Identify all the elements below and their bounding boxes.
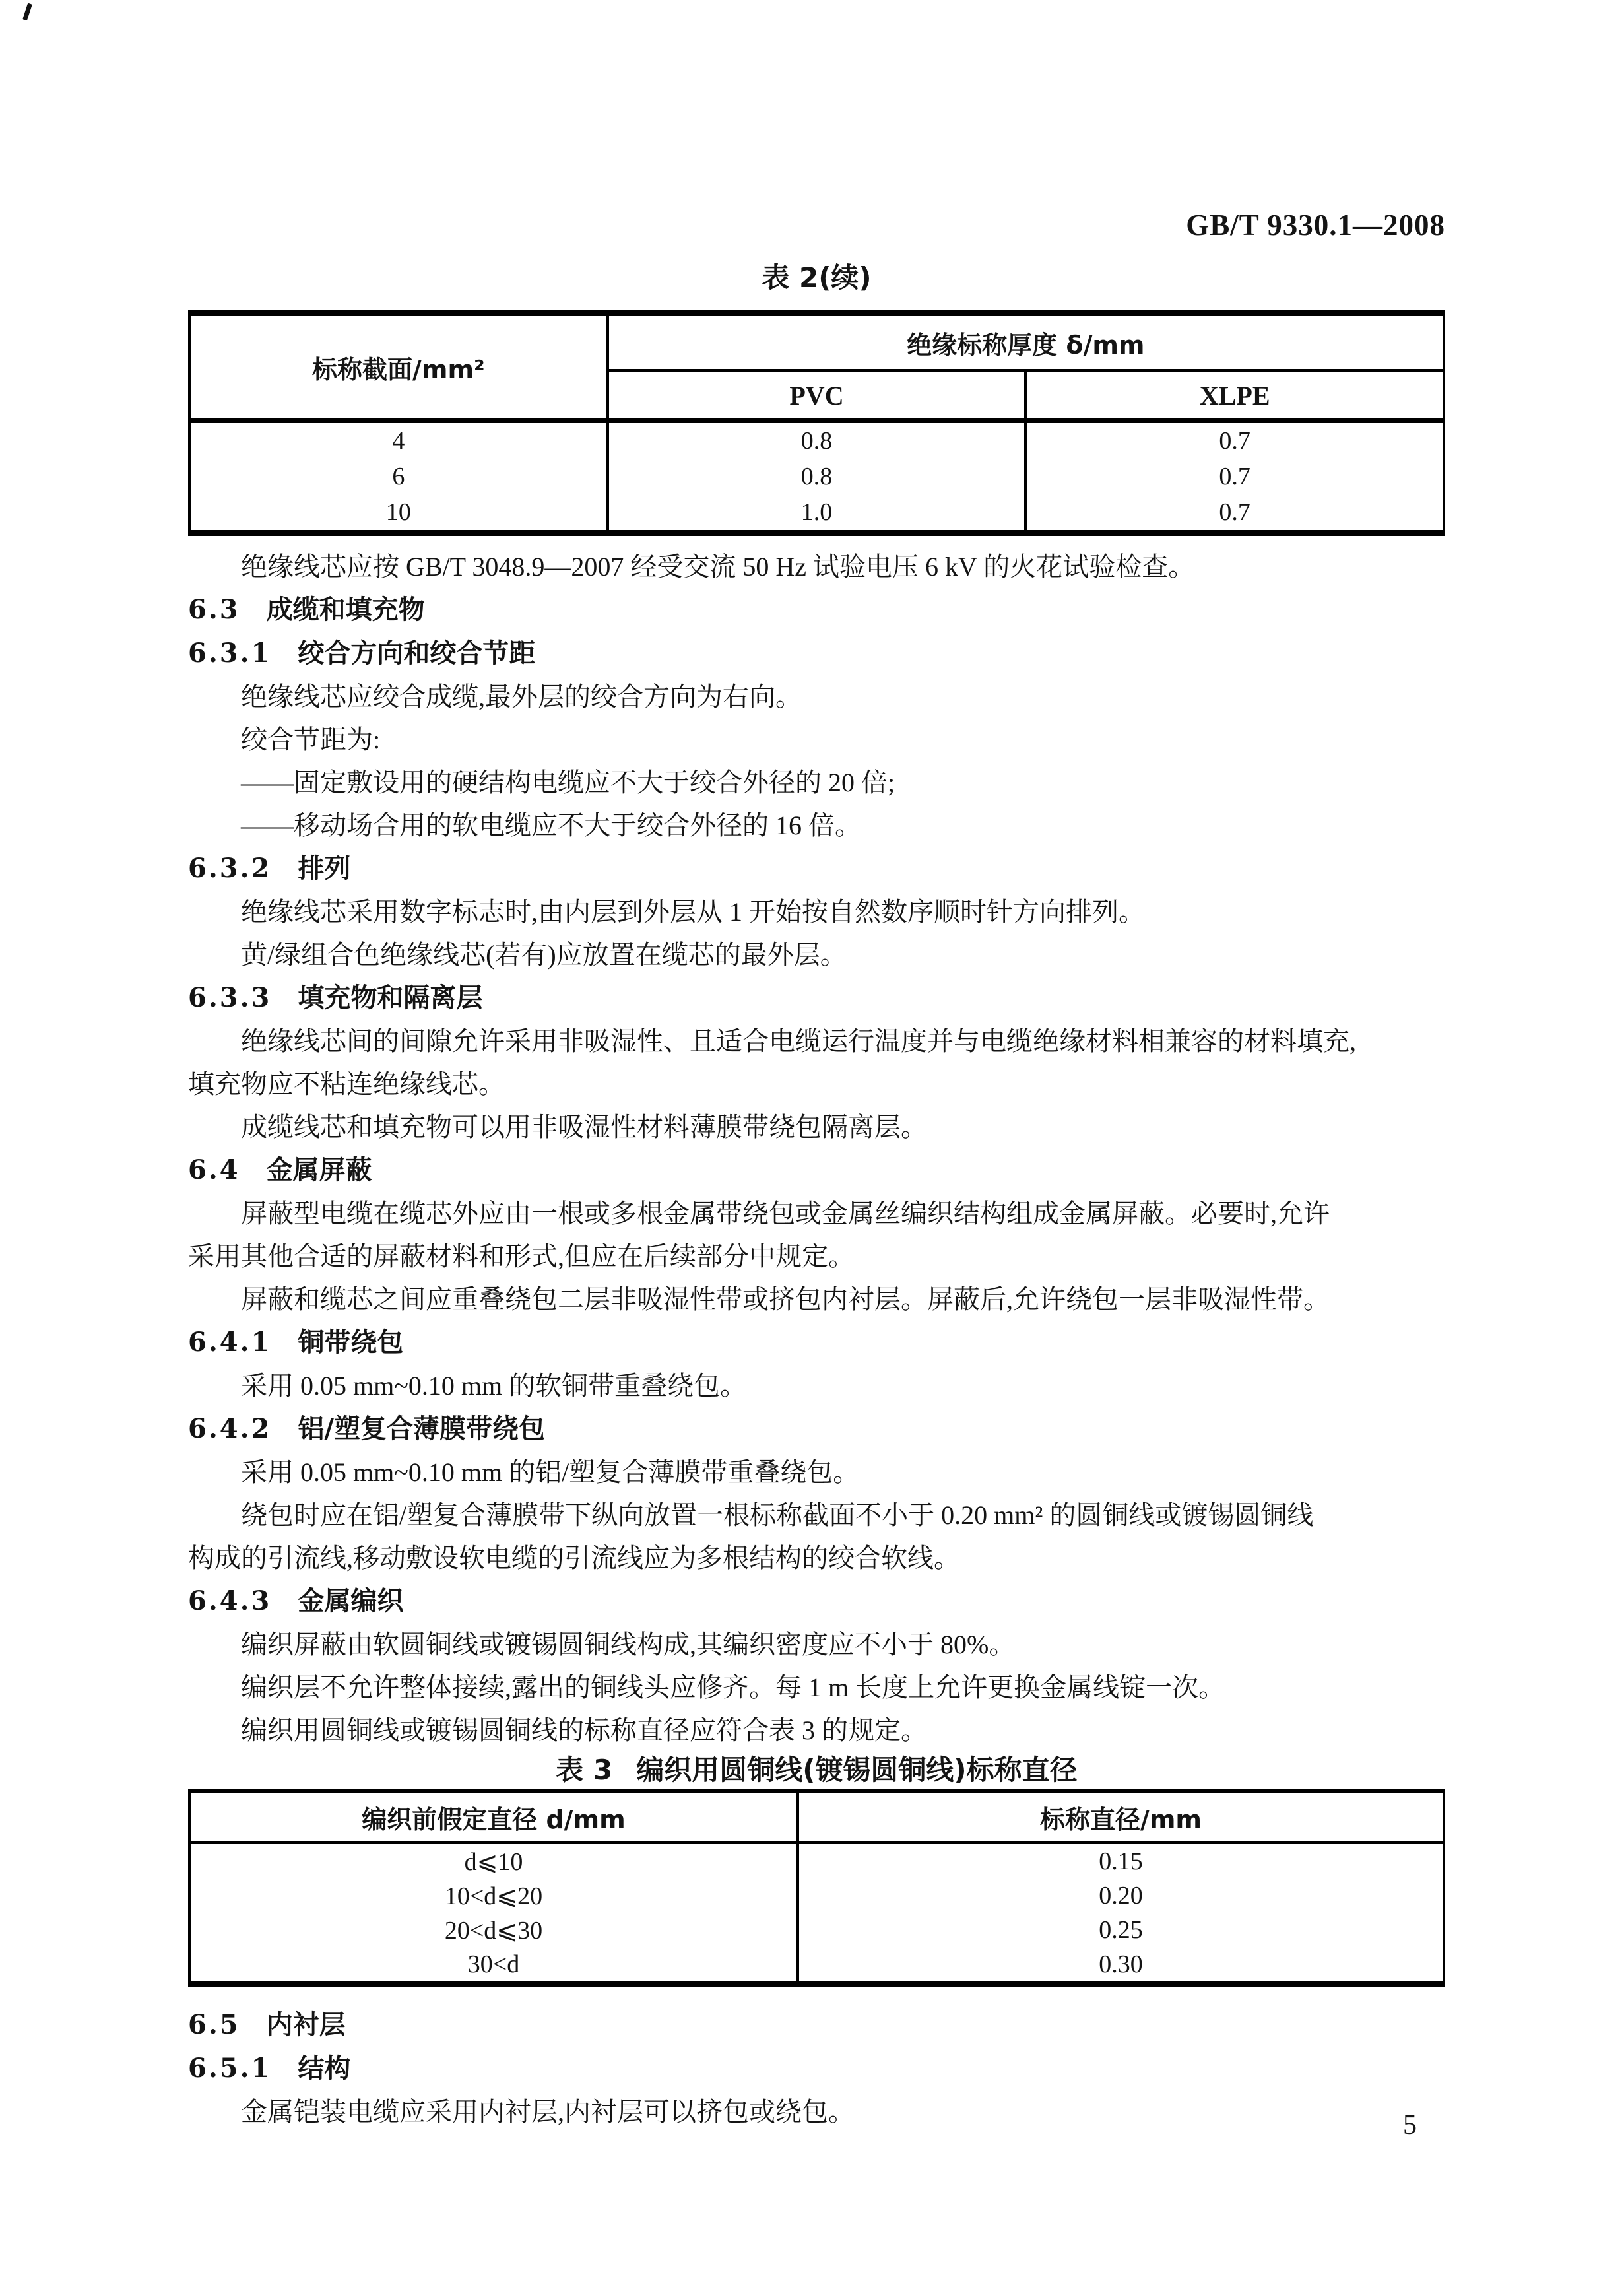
section-title: 内衬层 <box>266 2010 346 2040</box>
table3-header-row <box>189 1791 1444 1843</box>
table2-cell-section: 4 <box>189 421 608 459</box>
section-title: 铜带绕包 <box>298 1327 404 1358</box>
section-heading-6-4-2 <box>188 1407 1445 1451</box>
table3-row <box>189 1947 1444 1985</box>
section-heading-6-5 <box>188 2003 1445 2047</box>
section-heading-6-5-1 <box>188 2047 1445 2090</box>
table2-header-pvc: PVC <box>608 371 1026 421</box>
paragraph-yellow-green: 黄/绿组合色绝缘线芯(若有)应放置在缆芯的最外层。 <box>241 940 847 970</box>
table2-cell-section: 6 <box>189 459 608 494</box>
section-number: 6.5.1 <box>188 2053 272 2084</box>
paragraph-lay-direction: 绝缘线芯应绞合成缆,最外层的绞合方向为右向。 <box>241 682 802 712</box>
table2-cell-xlpe: 0.7 <box>1219 463 1250 490</box>
table3-cell-range: 10<d⩽20 <box>189 1878 798 1913</box>
paragraph-inner-sheath: 金属铠装电缆应采用内衬层,内衬层可以挤包或绕包。 <box>241 2097 855 2127</box>
table3-cell-diameter: 0.20 <box>1099 1882 1143 1909</box>
table2-cell-xlpe: 0.7 <box>1025 421 1444 459</box>
section-heading-6-3-3 <box>188 976 1445 1020</box>
section-heading-6-3 <box>188 588 1445 632</box>
table2-cell-xlpe: 0.7 <box>1219 498 1250 526</box>
section-number: 6.4 <box>188 1154 240 1185</box>
section-number: 6.5 <box>188 2009 240 2040</box>
table2-row <box>189 421 1444 459</box>
paragraph-shield-line2: 采用其他合适的屏蔽材料和形式,但应在后续部分中规定。 <box>188 1242 855 1271</box>
scan-artifact-mark <box>22 3 32 21</box>
section-number: 6.3.2 <box>188 853 272 884</box>
table3-row <box>189 1878 1444 1913</box>
table2 <box>188 310 1445 536</box>
table2-header-nominal-section: 标称截面/mm² <box>189 314 608 421</box>
paragraph-filler-line1: 绝缘线芯间的间隙允许采用非吸湿性、且适合电缆运行温度并与电缆绝缘材料相兼容的材料填充, <box>241 1026 1356 1056</box>
section-title: 绞合方向和绞合节距 <box>298 638 536 669</box>
table3 <box>188 1789 1445 1987</box>
table2-row <box>189 494 1444 533</box>
section-title: 排列 <box>298 853 351 884</box>
table3-cell-diameter: 0.25 <box>1099 1916 1143 1944</box>
table3-cell-diameter: 0.15 <box>798 1843 1444 1879</box>
table3-title-text: 编织用圆铜线(镀锡圆铜线)标称直径 <box>636 1754 1078 1786</box>
standard-number: GB/T 9330.1—2008 <box>1186 209 1445 242</box>
list-item-fixed-installation: ——固定敷设用的硬结构电缆应不大于绞合外径的 20 倍; <box>241 768 895 797</box>
page-content <box>188 0 1445 2133</box>
list-item-mobile-installation: ——移动场合用的软电缆应不大于绞合外径的 16 倍。 <box>241 811 861 840</box>
paragraph-braid-diameter: 编织用圆铜线或镀锡圆铜线的标称直径应符合表 3 的规定。 <box>241 1715 927 1745</box>
table2-row <box>189 459 1444 494</box>
table3-title-label: 表 3 <box>556 1754 613 1786</box>
page-number: 5 <box>1403 2110 1417 2140</box>
table3-cell-diameter: 0.30 <box>1099 1950 1143 1978</box>
section-title: 填充物和隔离层 <box>298 983 483 1013</box>
section-number: 6.3 <box>188 594 240 625</box>
paragraph-copper-tape: 采用 0.05 mm~0.10 mm 的软铜带重叠绕包。 <box>241 1371 747 1401</box>
section-heading-6-4-3 <box>188 1579 1445 1623</box>
paragraph-drain-wire-line2: 构成的引流线,移动敷设软电缆的引流线应为多根结构的绞合软线。 <box>188 1543 960 1573</box>
section-heading-6-3-1 <box>188 632 1445 675</box>
table3-cell-range: d⩽10 <box>189 1843 798 1879</box>
table2-cell-pvc: 1.0 <box>608 494 1026 533</box>
table2-header-insulation-thickness: 绝缘标称厚度 δ/mm <box>608 314 1444 371</box>
table2-cell-section: 10 <box>189 494 608 533</box>
section-number: 6.4.1 <box>188 1327 272 1358</box>
table2-header-row-1 <box>189 314 1444 371</box>
page-header <box>188 210 1445 240</box>
section-heading-6-4 <box>188 1148 1445 1192</box>
table2-cell-pvc: 0.8 <box>608 459 1026 494</box>
table3-cell-range: 30<d <box>189 1947 798 1985</box>
section-number: 6.4.2 <box>188 1413 272 1444</box>
section-title: 金属编织 <box>298 1586 404 1616</box>
paragraph-shield-wrap: 屏蔽和缆芯之间应重叠绕包二层非吸湿性带或挤包内衬层。屏蔽后,允许绕包一层非吸湿性带。 <box>241 1284 1330 1314</box>
section-number: 6.4.3 <box>188 1585 272 1616</box>
paragraph-shield-line1: 屏蔽型电缆在缆芯外应由一根或多根金属带绕包或金属丝编织结构组成金属屏蔽。必要时,允许 <box>241 1199 1330 1228</box>
section-title: 金属屏蔽 <box>266 1155 372 1185</box>
table3-cell-range: 20<d⩽30 <box>189 1913 798 1947</box>
table3-title <box>188 1752 1445 1789</box>
paragraph-separator-layer: 成缆线芯和填充物可以用非吸湿性材料薄膜带绕包隔离层。 <box>241 1112 927 1142</box>
table2-header-xlpe: XLPE <box>1199 380 1270 411</box>
section-number: 6.3.3 <box>188 982 272 1013</box>
section-heading-6-4-1 <box>188 1321 1445 1364</box>
table2-cell-pvc: 0.8 <box>608 421 1026 459</box>
section-heading-6-3-2 <box>188 847 1445 890</box>
paragraph-braid-joint: 编织层不允许整体接续,露出的铜线头应修齐。每 1 m 长度上允许更换金属线锭一次。 <box>241 1673 1225 1702</box>
paragraph-lay-pitch-intro: 绞合节距为: <box>241 725 381 754</box>
table3-row <box>189 1913 1444 1947</box>
section-title: 结构 <box>298 2053 351 2084</box>
section-title: 铝/塑复合薄膜带绕包 <box>298 1414 545 1444</box>
paragraph-drain-wire-line1: 绕包时应在铝/塑复合薄膜带下纵向放置一根标称截面不小于 0.20 mm² 的圆铜线或镀锡圆铜线 <box>241 1500 1314 1530</box>
paragraph-filler-line2: 填充物应不粘连绝缘线芯。 <box>188 1069 505 1099</box>
table3-header-assumed-diameter: 编织前假定直径 d/mm <box>189 1791 798 1843</box>
table3-header-nominal-diameter: 标称直径/mm <box>1039 1805 1202 1834</box>
table2-title: 表 2(续) <box>762 261 872 294</box>
paragraph-al-tape: 采用 0.05 mm~0.10 mm 的铝/塑复合薄膜带重叠绕包。 <box>241 1457 860 1487</box>
paragraph-numbering: 绝缘线芯采用数字标志时,由内层到外层从 1 开始按自然数序顺时针方向排列。 <box>241 897 1145 927</box>
table3-row <box>189 1843 1444 1879</box>
section-number: 6.3.1 <box>188 638 272 669</box>
section-title: 成缆和填充物 <box>266 595 425 625</box>
paragraph-braid-density: 编织屏蔽由软圆铜线或镀锡圆铜线构成,其编织密度应不小于 80%。 <box>241 1630 1016 1659</box>
paragraph-spark-test: 绝缘线芯应按 GB/T 3048.9—2007 经受交流 50 Hz 试验电压 6 kV 的火花试验检查。 <box>241 552 1195 581</box>
